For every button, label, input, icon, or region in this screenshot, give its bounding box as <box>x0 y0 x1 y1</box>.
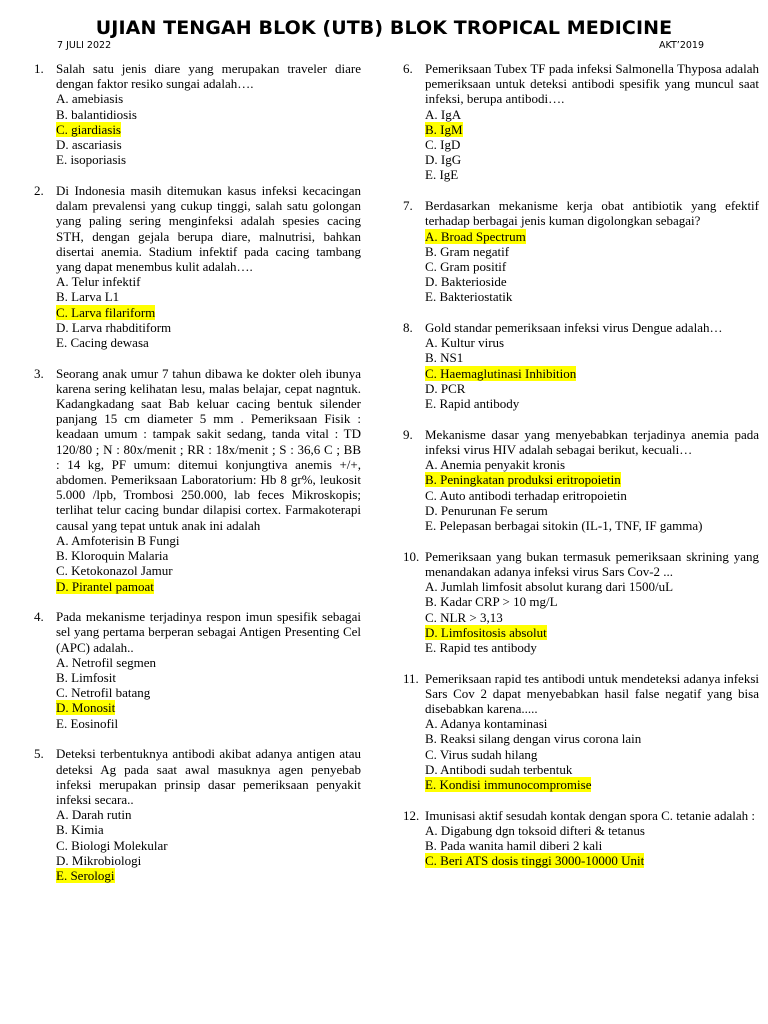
question-text: Pemeriksaan rapid tes antibodi untuk mendeteksi adanya infeksi Sars Cov 2 dapat menyebabkan hasil false negatif yang bisa disebabkan karena..... <box>425 670 759 717</box>
question-number: 9. <box>403 426 413 442</box>
answer-option <box>425 594 759 609</box>
question-number: 3. <box>34 365 44 381</box>
question-number: 4. <box>34 609 44 625</box>
question-text: Pemeriksaan yang bukan termasuk pemeriksaan skrining yang menandakan adanya infeksi virus Sars Cov-2 ... <box>425 548 759 579</box>
answer-option <box>56 152 361 167</box>
answer-option <box>56 91 361 106</box>
answer-option <box>56 548 361 563</box>
answer-option-label: A. Kultur virus <box>425 335 505 351</box>
answer-option-label: E. Cacing dewasa <box>56 334 149 350</box>
question-item <box>34 61 361 167</box>
answer-option <box>56 335 361 350</box>
answer-option <box>56 685 361 700</box>
answer-option-label: B. NS1 <box>425 350 464 366</box>
answer-option-highlighted <box>56 122 361 137</box>
answer-option <box>425 457 759 472</box>
answer-option-label: D. IgG <box>425 152 462 168</box>
answer-option-highlighted <box>425 229 759 244</box>
answer-option-label: C. Ketokonazol Jamur <box>56 563 173 579</box>
answer-option <box>425 823 759 838</box>
answer-option-label: B. Larva L1 <box>56 289 120 305</box>
answer-option <box>425 289 759 304</box>
answer-option-label: E. Pelepasan berbagai sitokin (IL-1, TNF, IF gamma) <box>425 517 703 533</box>
answer-option-label: A. Anemia penyakit kronis <box>425 457 566 473</box>
answer-option <box>425 503 759 518</box>
answer-option-label: C. Virus sudah hilang <box>425 746 538 762</box>
answer-option-label: B. Kadar CRP > 10 mg/L <box>425 594 558 610</box>
question-number: 11. <box>403 670 419 686</box>
answer-option <box>425 152 759 167</box>
answer-option-label: C. Haemaglutinasi Inhibition <box>425 365 577 381</box>
question-item <box>34 746 361 883</box>
question-item <box>403 808 759 869</box>
answer-option-label: D. Mikrobiologi <box>56 852 142 868</box>
answer-option-label: A. Adanya kontaminasi <box>425 716 548 732</box>
answer-option <box>56 670 361 685</box>
question-text: Gold standar pemeriksaan infeksi virus Dengue adalah… <box>425 320 723 336</box>
answer-option-label: A. Broad Spectrum <box>425 228 526 244</box>
answer-option-label: E. IgE <box>425 167 459 183</box>
answer-option-label: D. Pirantel pamoat <box>56 578 154 594</box>
question-number: 12. <box>403 807 420 823</box>
answer-option <box>56 822 361 837</box>
question-item <box>403 320 759 411</box>
answer-option-label: B. Reaksi silang dengan virus corona lain <box>425 731 642 747</box>
question-text: Deteksi terbentuknya antibodi akibat adanya antigen atau deteksi Ag pada saat awal masuknya agen penyebab infeksi merupakan prinsip dasar pemeriksaan penyakit infeksi secara.. <box>56 746 361 807</box>
answer-option-label: D. PCR <box>425 380 466 396</box>
question-item <box>403 61 759 183</box>
answer-option-label: C. Gram positif <box>425 258 507 274</box>
question-text: Berdasarkan mekanisme kerja obat antibiotik yang efektif terhadap berbagai jenis kuman digolongkan sebagai? <box>425 198 759 229</box>
answer-option-label: A. Digabung dgn toksoid difteri & tetanus <box>425 822 645 838</box>
answer-option-label: D. Monosit <box>56 700 116 716</box>
answer-option-label: C. Auto antibodi terhadap eritropoietin <box>425 487 627 503</box>
answer-option <box>425 137 759 152</box>
question-number: 5. <box>34 746 44 762</box>
answer-option <box>425 610 759 625</box>
question-text: Salah satu jenis diare yang merupakan traveler diare dengan faktor resiko sungai adalah…. <box>56 61 361 92</box>
answer-option-label: D. Antibodi sudah terbentuk <box>425 761 573 777</box>
question-text: Imunisasi aktif sesudah kontak dengan spora C. tetanie adalah : <box>425 807 755 823</box>
answer-option-label: D. ascariasis <box>56 137 122 153</box>
answer-option <box>56 289 361 304</box>
answer-option <box>56 853 361 868</box>
answer-option-highlighted <box>425 366 759 381</box>
question-number: 1. <box>34 61 44 76</box>
answer-option <box>425 335 759 350</box>
question-item <box>403 198 759 304</box>
question-item <box>403 671 759 793</box>
answer-option-label: E. Eosinofil <box>56 715 119 731</box>
answer-option-highlighted <box>425 853 759 868</box>
question-item <box>34 366 361 594</box>
answer-option <box>425 381 759 396</box>
answer-option <box>56 563 361 578</box>
answer-option <box>425 731 759 746</box>
answer-option-label: C. giardiasis <box>56 121 121 137</box>
question-item <box>34 609 361 731</box>
answer-option <box>425 762 759 777</box>
answer-option <box>56 274 361 289</box>
answer-option <box>425 107 759 122</box>
answer-option-label: B. Peningkatan produksi eritropoietin <box>425 472 621 488</box>
answer-option <box>425 244 759 259</box>
answer-option <box>425 838 759 853</box>
answer-option-label: D. Larva rhabditiform <box>56 319 172 335</box>
answer-option-label: B. Kimia <box>56 822 104 838</box>
answer-option-highlighted <box>56 700 361 715</box>
answer-option-label: A. Telur infektif <box>56 274 141 290</box>
question-item <box>403 549 759 655</box>
question-text: Pemeriksaan Tubex TF pada infeksi Salmonella Thyposa adalah pemeriksaan untuk deteksi antibodi spesifik yang muncul saat infeksi, berupa antibodi…. <box>425 61 759 107</box>
answer-option-label: B. Pada wanita hamil diberi 2 kali <box>425 838 603 854</box>
question-text: Di Indonesia masih ditemukan kasus infeksi kecacingan dalam prevalensi yang cukup tinggi, salah satu golongan yang paling sering menginfeksi adalah spesies cacing STH, dengan gejala berupa diare, malnutrisi, bahkan disertai anemia. Stadium infektif pada cacing tambang yang dapat menembus kulit adalah…. <box>56 182 361 274</box>
answer-option <box>425 396 759 411</box>
answer-option-label: B. IgM <box>425 121 463 137</box>
answer-option-label: E. Bakteriostatik <box>425 289 513 305</box>
answer-option-label: C. Netrofil batang <box>56 685 151 701</box>
answer-option-label: B. Kloroquin Malaria <box>56 548 169 564</box>
question-text: Pada mekanisme terjadinya respon imun spesifik sebagai sel yang pertama berperan sebagai Antigen Presenting Cel (APC) adalah.. <box>56 609 361 655</box>
question-text: Seorang anak umur 7 tahun dibawa ke dokter oleh ibunya karena sering kelihatan lesu, malas belajar, cepat nagntuk. Kadangkadang saat Bab keluar cacing bentuk silender panjang 15 cm diameter 5 mm . Pemeriksaan Fisik : keadaan umum : tampak sakit sedang, tanda vital : TD 120/80 ; N : 80x/menit ; RR : 18x/menit ; S : 36,6 C ; BB : 14 kg, PF umum: ditemui konjungtiva anemis +/+, abdomen. Pemeriksaan Laboratorium: Hb 8 gr%, leukosit 5.000 /lpb, Trombosi 250.000, lab feces Mikroskopis; terlihat telur cacing bundar dilapisi cortex. Farmakoterapi causal yang tepat untuk anak ini adalah <box>56 365 361 533</box>
answer-option-label: D. Bakterioside <box>425 274 507 290</box>
answer-option <box>56 807 361 822</box>
answer-option-label: B. balantidiosis <box>56 106 137 122</box>
question-number: 6. <box>403 61 413 76</box>
left-column <box>34 61 361 899</box>
question-number: 8. <box>403 320 413 336</box>
answer-option-label: D. Penurunan Fe serum <box>425 502 548 518</box>
answer-option-label: E. Kondisi immunocompromise <box>425 777 592 793</box>
answer-option-label: E. Rapid antibody <box>425 396 520 412</box>
answer-option-highlighted <box>425 625 759 640</box>
answer-option-label: C. IgD <box>425 137 461 153</box>
answer-option-label: B. Limfosit <box>56 670 116 686</box>
answer-option <box>56 533 361 548</box>
exam-date: 7 JULI 2022 <box>57 40 112 51</box>
answer-option-label: C. NLR > 3,13 <box>425 609 503 625</box>
answer-option-label: B. Gram negatif <box>425 243 510 259</box>
page-title: UJIAN TENGAH BLOK (UTB) BLOK TROPICAL MEDICINE <box>95 17 673 39</box>
answer-option-label: A. IgA <box>425 106 462 122</box>
answer-option-label: A. Jumlah limfosit absolut kurang dari 1500/uL <box>425 579 674 595</box>
question-number: 2. <box>34 182 44 198</box>
answer-option-label: A. amebiasis <box>56 91 124 107</box>
answer-option-label: C. Beri ATS dosis tinggi 3000-10000 Unit <box>425 853 645 869</box>
answer-option-highlighted <box>425 472 759 487</box>
answer-option-label: D. Limfositosis absolut <box>425 624 547 640</box>
answer-option-label: C. Larva filariform <box>56 304 156 320</box>
answer-option-highlighted <box>56 868 361 883</box>
answer-option-label: A. Amfoterisin B Fungi <box>56 532 180 548</box>
answer-option <box>425 167 759 182</box>
answer-option-label: A. Netrofil segmen <box>56 654 157 670</box>
answer-option <box>56 655 361 670</box>
answer-option-label: E. Rapid tes antibody <box>425 639 537 655</box>
answer-option-highlighted <box>425 777 759 792</box>
answer-option <box>425 579 759 594</box>
answer-option-label: E. Serologi <box>56 867 115 883</box>
answer-option <box>425 274 759 289</box>
answer-option <box>56 838 361 853</box>
answer-option <box>425 350 759 365</box>
question-item <box>403 427 759 533</box>
answer-option-highlighted <box>56 305 361 320</box>
answer-option <box>56 137 361 152</box>
question-number: 7. <box>403 198 413 214</box>
answer-option <box>56 320 361 335</box>
answer-option <box>425 640 759 655</box>
answer-option-label: C. Biologi Molekular <box>56 837 168 853</box>
answer-option-label: A. Darah rutin <box>56 807 132 823</box>
answer-option <box>425 488 759 503</box>
answer-option-label: E. isoporiasis <box>56 152 127 168</box>
answer-option <box>56 107 361 122</box>
question-number: 10. <box>403 548 420 564</box>
batch-label: AKT’2019 <box>659 40 704 51</box>
right-column <box>403 61 759 884</box>
answer-option-highlighted <box>56 579 361 594</box>
answer-option <box>425 518 759 533</box>
answer-option <box>56 716 361 731</box>
question-item <box>34 183 361 350</box>
answer-option <box>425 747 759 762</box>
answer-option-highlighted <box>425 122 759 137</box>
answer-option <box>425 716 759 731</box>
answer-option <box>425 259 759 274</box>
question-text: Mekanisme dasar yang menyebabkan terjadinya anemia pada infeksi virus HIV adalah sebagai berikut, kecuali… <box>425 426 759 457</box>
